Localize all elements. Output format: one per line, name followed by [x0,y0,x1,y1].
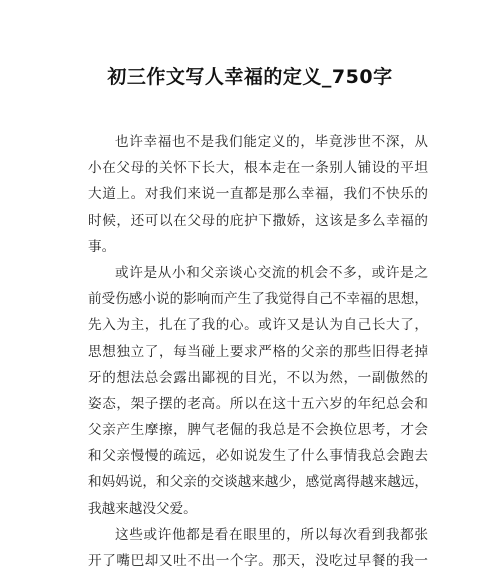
text-line: 或许是从小和父亲谈心交流的机会不多，或许是之 [115,264,428,281]
text-line: 前受伤感小说的影响而产生了我觉得自己不幸福的思想， [88,291,428,308]
text-line: 小在父母的关怀下长大，根本走在一条别人铺设的平坦 [88,160,428,177]
text-line: 牙的想法总会露出鄙视的目光，不以为然，一副傲然的 [88,369,428,386]
essay-body [88,129,428,574]
text-line: 和妈妈说，和父亲的交谈越来越少，感觉离得越来越远， [88,474,428,491]
text-line: 姿态，架子摆的老高。所以在这十五六岁的年纪总会和 [88,395,428,412]
text-line: 和父亲慢慢的疏远，必如说发生了什么事情我总会跑去 [88,448,428,465]
document-title: 初三作文写人幸福的定义_750字 [107,66,393,88]
text-line: 事。 [88,238,116,255]
text-line: 大道上。对我们来说一直都是那么幸福，我们不快乐的 [88,186,428,203]
text-line: 开了嘴巴却又吐不出一个字。那天，没吃过早餐的我一 [88,553,428,569]
text-line: 思想独立了，每当碰上要求严格的父亲的那些旧得老掉 [88,343,428,360]
text-line: 这些或许他都是看在眼里的，所以每次看到我都张 [115,526,428,543]
text-line: 先入为主，扎在了我的心。或许又是认为自己长大了， [88,317,428,334]
text-line: 也许幸福也不是我们能定义的，毕竟涉世不深，从 [115,134,428,150]
text-line: 时候，还可以在父母的庇护下撒娇，这该是多么幸福的 [88,212,428,229]
text-line: 父亲产生摩擦，脾气老倔的我总是不会换位思考，才会 [88,422,428,439]
text-line: 我越来越没父爱。 [88,500,197,517]
